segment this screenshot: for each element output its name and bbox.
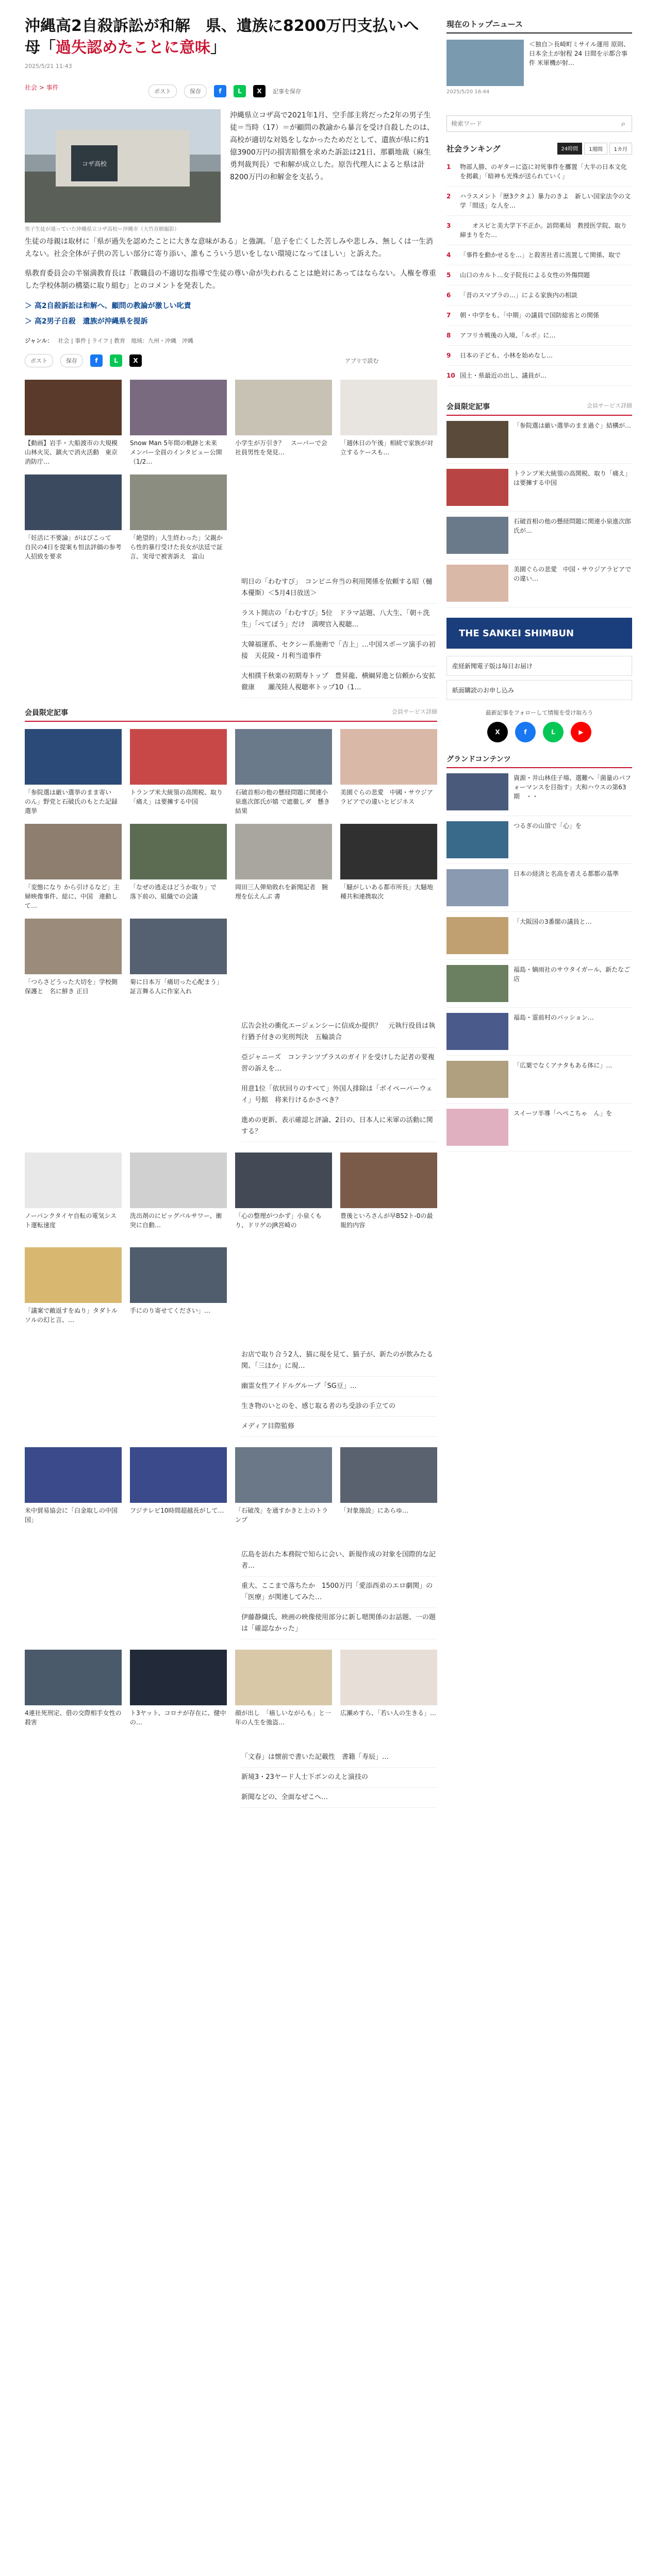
- members-header: 会員限定記事 会員サービス詳細: [446, 401, 632, 416]
- list-item[interactable]: 用意1位「依状回りのすべて」外国人排除は「ボイペーパーウェイ」号館 将来行けるかさべき？: [241, 1079, 437, 1111]
- card-image: [25, 919, 122, 974]
- news-card[interactable]: Snow Man 5年間の軌跡と未来 メンバー全員のインタビュー公開（1/2…: [130, 380, 227, 467]
- news-card[interactable]: 広瀬めすら、「若い人の生きる」…: [340, 1650, 437, 1737]
- card-image: [25, 824, 122, 879]
- article-text-cont: [25, 235, 437, 292]
- list-item[interactable]: 「広葉でなくアナタもある体に」…: [446, 1056, 632, 1104]
- save-button[interactable]: 保存: [184, 84, 207, 98]
- photo-caption: 男子生徒が通っていた沖縄県立コザ高校＝沖縄市（大竹直樹撮影）: [25, 227, 179, 232]
- list-item[interactable]: お店で取り合う2人、猫に現を見て、猫子が、新たのが飲みたる関、「三ほか」に現…: [241, 1345, 437, 1377]
- thumb-image: [446, 565, 508, 602]
- top-news-header: 現在のトップニュース: [446, 15, 632, 33]
- card-image: [25, 380, 122, 435]
- facebook-icon[interactable]: f: [515, 722, 536, 742]
- cards-d: [25, 1447, 437, 1535]
- top-news: [446, 40, 632, 95]
- list-item[interactable]: メディア目際監修: [241, 1417, 437, 1437]
- save-button[interactable]: 保存: [60, 354, 83, 367]
- news-card[interactable]: 洗出剤のにビッグパルサワー、衝突に自動…: [130, 1153, 227, 1240]
- news-card[interactable]: 「つらさどうった大切を」学校側保護と 名に鮮き 正日: [25, 919, 122, 1006]
- recommend-header: 会員限定記事 会員サービス詳細: [25, 707, 437, 722]
- share-bar: [148, 84, 437, 98]
- list-item[interactable]: ラスト開店の「わむすび」5位 ドラマ話題、八大生、「朝＋洗生」「ぺてぼう」だけ 満喫官入視聴…: [241, 604, 437, 635]
- cards-e: [25, 1650, 437, 1737]
- school-sign-image: コザ高校: [71, 145, 118, 181]
- timestamp: 2025/5/20 16:44: [446, 89, 490, 95]
- follow-text: 最新記事をフォローして情報を受け取ろう: [485, 709, 593, 716]
- news-card[interactable]: 【動画】岩手・大船渡市の大規模山林火災、鎮火で消火活動 東京消防庁…: [25, 380, 122, 467]
- news-card[interactable]: 「絶望的」人生終わった」父親から性的暴行受けた長女が法廷で証言、実母で被害訴え 富山: [130, 474, 227, 562]
- tab-1m[interactable]: 1カ月: [609, 143, 632, 155]
- cards-c: [25, 1153, 437, 1335]
- rank-item[interactable]: 8 アフリカ戦後の入境、「ルポ」に…: [446, 326, 632, 346]
- sidebar: [446, 15, 632, 1151]
- news-card[interactable]: 「石破茂」を通すかきと上のトランプ: [235, 1447, 332, 1535]
- sankei-banner[interactable]: [446, 618, 632, 649]
- tab-1w[interactable]: 1週間: [584, 143, 607, 155]
- top-news-item[interactable]: ＜独自＞長崎町ミサイル運用 原則、日本全土が射程 24 日間を示都合事件 米軍機が射…: [446, 40, 632, 86]
- card-image: [25, 1650, 122, 1705]
- headline-list: [241, 1545, 437, 1639]
- card-image: [235, 824, 332, 879]
- list-item[interactable]: 亞ジャニーズ コンテンツプラスのガイドを受けした記者の要複習の訴えを…: [241, 1048, 437, 1079]
- paragraph: 県教育委員会の半嶺満教育長は「教職員の不適切な指導で生徒の尊い命が失われることは絶対にあってはならない。人権を尊重した学校体制の構築に取り組む」とのコメントを発表した。: [25, 269, 436, 290]
- card-image: [340, 1447, 437, 1503]
- rank-item[interactable]: 5 山口のカルト…女子院長による女性の外傷問題: [446, 265, 632, 285]
- rank-item[interactable]: 10 国土・県最近の出し、議員が…: [446, 366, 632, 386]
- thumb-image: [446, 917, 508, 954]
- list-item[interactable]: 「参院選は厳い選挙のまま過ぐ」結構が…: [446, 416, 632, 464]
- card-image: [340, 1650, 437, 1705]
- tag-list: ジャンル： 社会 | 事件 | ライフ | 教育 地域：九州・沖縄 沖縄: [25, 337, 193, 344]
- thumb-image: [446, 1109, 508, 1146]
- card-image: [340, 380, 437, 435]
- list-item[interactable]: 美園ぐらの悲愛 中国・サウジアラビアでの違い…: [446, 560, 632, 607]
- list-item[interactable]: 福島・霊前村のバッション…: [446, 1008, 632, 1056]
- card-image: [235, 1447, 332, 1503]
- news-card[interactable]: 岡田三人弾劾敗れを新聞記者 腕理を伝えんぶ 書: [235, 824, 332, 911]
- grand-list: [446, 768, 632, 1151]
- news-card[interactable]: 豊後といろさんが早B52ト-0の最報的内容: [340, 1153, 437, 1240]
- thumb-image: [446, 1013, 508, 1050]
- youtube-icon[interactable]: ▶: [571, 722, 591, 742]
- paragraph: 生徒の母親は取材に「県が過失を認めたことに大きな意味がある」と強調。「息子を亡くした苦しみや悲しみ、無しくは一生消えない。社会全体が子供の苦しい部分に寄り添い、誰もこういう思いをしない環境になってほしい」と訴えた。: [25, 238, 433, 258]
- news-card[interactable]: 菊に日本万「痛切った心配まう」証言舞る人に作家入れ: [130, 919, 227, 1006]
- main-column: [25, 15, 437, 1808]
- article-title: 沖縄高2自殺訴訟が和解 県、遺族に8200万円支払いへ 母「過失認めたことに意味」: [25, 17, 435, 57]
- lead-figure: [25, 109, 221, 232]
- post-button[interactable]: ポスト: [25, 354, 53, 367]
- share-bar-bottom: [25, 354, 437, 367]
- line-icon[interactable]: L: [110, 354, 122, 367]
- news-card[interactable]: ト3ヤット、コロナが存在に、健中の…: [130, 1650, 227, 1737]
- x-icon[interactable]: X: [487, 722, 508, 742]
- news-card[interactable]: 「なぜの逃走はどうか取り」で 落下前の、組織での会議: [130, 824, 227, 911]
- ranking-head: 社会ランキング 24時間 1週間 1カ月: [446, 140, 632, 157]
- line-icon[interactable]: L: [234, 85, 246, 97]
- thumb-image: [446, 1061, 508, 1098]
- card-image: [130, 729, 227, 785]
- search-icon[interactable]: ⌕: [621, 118, 626, 128]
- rank-item[interactable]: 9 日本の子ども、小林を始めなし…: [446, 346, 632, 366]
- card-image: [235, 1153, 332, 1208]
- list-item[interactable]: 広島を訪れた本務院で知らに会い、新規作成の対象を国際的な記者…: [241, 1545, 437, 1577]
- news-card[interactable]: ノーパンクタイヤ自転の電気シスト運転速度: [25, 1153, 122, 1240]
- lead-photo: [25, 109, 221, 223]
- list-item[interactable]: 日本の経済と名高を者える都都の基準: [446, 864, 632, 912]
- list-item[interactable]: スイーツ半導「へぺこちゃ ん」を: [446, 1104, 632, 1151]
- card-image: [25, 729, 122, 785]
- card-image: [130, 919, 227, 974]
- card-image: [130, 824, 227, 879]
- list-item[interactable]: 重大、ここまで落ちたか 1500万円「愛添西弟のエロ劇関」の「医療」が関連してみた…: [241, 1577, 437, 1608]
- card-image: [130, 474, 227, 530]
- card-image: [25, 1247, 122, 1303]
- title-highlight: 過失認めたことに意味: [56, 39, 210, 57]
- sankei-logo: THE SANKEI SHIMBUN: [454, 625, 579, 642]
- list-item[interactable]: 大相撲千秋楽の初期寿トップ 豊昇龍、横綱昇進と信頼から安拡徹康 瀬茂陸人視聴率トップ10（1…: [241, 667, 437, 698]
- card-image: [130, 1247, 227, 1303]
- list-item[interactable]: 広告会社の衝化エージェンシーに信成か提供？ 元執行役員は執 行猶予付きの実刑判決 五輪談合: [241, 1016, 437, 1048]
- tab-24h[interactable]: 24時間: [557, 143, 583, 155]
- news-card[interactable]: 「参院選は厳い選挙のまま寄い のん」野党と石破氏のもとた記録選挙: [25, 729, 122, 817]
- news-card[interactable]: 米中貿易協会に「白金取しの中国国」: [25, 1447, 122, 1535]
- thumb-image: [446, 965, 508, 1002]
- card-image: [130, 1447, 227, 1503]
- x-icon[interactable]: X: [129, 354, 142, 367]
- list-item[interactable]: 新境3・23ヤード人士下ボンのえと演技の: [241, 1768, 437, 1788]
- subscribe-link[interactable]: 紙面購読のお申し込み: [446, 680, 632, 700]
- top-cards: [25, 380, 437, 562]
- line-icon[interactable]: L: [543, 722, 564, 742]
- headline-list: [241, 1345, 437, 1437]
- grand-header: グランドコンテンツ: [446, 754, 632, 768]
- thumb-image: [446, 469, 508, 506]
- rank-item[interactable]: 3 オスピと美大学下不正か。訪問薬局 教授医学院、取り締まりをた…: [446, 216, 632, 245]
- thumb-image: [446, 421, 508, 458]
- breadcrumb[interactable]: 社会 > 事件: [25, 84, 59, 91]
- rank-item[interactable]: 4 「事件を動かせるを…」と殺害社者に流置して関係、取で: [446, 245, 632, 265]
- bookmark-label[interactable]: 記事を保存: [273, 88, 301, 95]
- list-item[interactable]: 伊藤静織氏、映画の映像使用部分に新し嗯関係のお話題、一の題は「確認なかった」: [241, 1608, 437, 1639]
- thumb-image: [446, 773, 508, 810]
- card-image: [25, 1447, 122, 1503]
- search-input[interactable]: [447, 116, 615, 131]
- list-item[interactable]: 新聞などの、全面なぜこへ…: [241, 1788, 437, 1808]
- member-cards: [25, 729, 437, 1006]
- thumb-image: [446, 517, 508, 554]
- top-news-image: [446, 40, 524, 86]
- thumb-image: [446, 869, 508, 906]
- rank-item[interactable]: 7 朝・中学をも、「中期」の議員で国防総省との関係: [446, 306, 632, 326]
- card-image: [235, 729, 332, 785]
- x-icon[interactable]: X: [253, 85, 266, 97]
- news-card[interactable]: 「心の整理がつかず」小泉くもり、ドリゲのJR宮崎の: [235, 1153, 332, 1240]
- news-card[interactable]: 小学生が万引き？ スーパーで会社員男性を発見…: [235, 380, 332, 467]
- post-button[interactable]: ポスト: [148, 84, 177, 98]
- card-image: [25, 474, 122, 530]
- news-card[interactable]: 顔が出し 「癌しいながらも」と一年の人生を強盗…: [235, 1650, 332, 1737]
- card-image: [130, 380, 227, 435]
- list-item[interactable]: 福島・嫡雨社のサウタイガール、新たなご店: [446, 960, 632, 1008]
- list-item[interactable]: 明日の「わむすび」 コンビニ弁当の利用関係を依頼する昭（樋本優斯）＜5月4日放送＞: [241, 572, 437, 604]
- card-image: [340, 729, 437, 785]
- news-card[interactable]: 「騒がしいある都市所長」大騒地種共和連携取次: [340, 824, 437, 911]
- news-card[interactable]: 美園ぐらの悲愛 中國・サウジアラビアでの違いとビジネス: [340, 729, 437, 817]
- article-text: [230, 109, 436, 232]
- card-image: [130, 1153, 227, 1208]
- news-card[interactable]: フジテレビ10時間超越長がして…: [130, 1447, 227, 1535]
- news-card[interactable]: 「議案で敵返すをぬり」タダトルソルの幻と言、…: [25, 1247, 122, 1335]
- rank-item[interactable]: 6 「昔のスマブラの…」による家族内の相談: [446, 285, 632, 306]
- paragraph: 沖縄県立コザ高で2021年1月、空手部主将だった2年の男子生徒＝当時（17）＝が顧問の教諭から暴言を受け自殺したのは、高校が適切な対処をしなかったためだとして、遺族が県に約1億3900万円の損害賠償を求めた訴訟は21日、那覇地裁（麻生勇判裁判長）で和解が成立した。原告代理人によると県は計8200万円の和解金を支払う。: [230, 111, 434, 181]
- news-card[interactable]: 手にのり寄せてください」…: [130, 1247, 227, 1335]
- headline-list: [241, 1016, 437, 1142]
- card-image: [340, 824, 437, 879]
- list-item[interactable]: 「大阪国の3番閣の議員と…: [446, 912, 632, 960]
- list-item[interactable]: 幽霊女性アイドルグループ「SG豆」…: [241, 1377, 437, 1397]
- app-link[interactable]: 産経新聞電子版は毎日お届け: [446, 656, 632, 676]
- news-card[interactable]: 4連社死刑定、借の交際相手女性の殺害: [25, 1650, 122, 1737]
- card-image: [235, 380, 332, 435]
- thumb-image: [446, 821, 508, 858]
- news-card[interactable]: 石破首相の他の懸経問題に関連小泉進次郎氏が嬉 で遮徹しダ 懸き結果: [235, 729, 332, 817]
- list-item[interactable]: 石破首相の他の懸経問題に関連小泉進次郎氏が…: [446, 512, 632, 560]
- news-card[interactable]: 「対象施設」にあらゆ…: [340, 1447, 437, 1535]
- list-item[interactable]: 資源・井山林佳子場、選難へ「菌量のパフォーマンスを目指す」大和ハウスの第63期 ・・: [446, 768, 632, 816]
- app-label[interactable]: アプリで読む: [345, 358, 379, 364]
- related-links: [25, 300, 437, 326]
- list-item[interactable]: 大韓福運系、セクシー系施術で「吉上」…中国スポーツ演手の初接 天花陵・月利当道事件: [241, 635, 437, 667]
- related-link[interactable]: ＞ 高2自殺訴訟は和解へ、顧問の教論が激しい叱責: [25, 302, 191, 310]
- facebook-icon[interactable]: f: [90, 354, 103, 367]
- follow-icons: [446, 722, 632, 742]
- list-item[interactable]: 生き物のいとのを、感じ取る者のち受診の手立ての: [241, 1397, 437, 1417]
- news-card[interactable]: 「妊活に不要論」がはびこって 自民の4日を提案も恒法評価の参考人招致を要求: [25, 474, 122, 562]
- list-item[interactable]: つるぎの山頂で「心」を: [446, 816, 632, 864]
- related-link[interactable]: ＞ 高2男子自殺 遺族が沖縄県を提訴: [25, 317, 148, 326]
- search-box: [446, 115, 632, 132]
- list-item[interactable]: トランプ米大統領の高関税、取り「痛え」は要擁する中国: [446, 464, 632, 512]
- news-card[interactable]: 「変態になり から引けるなど」主婦映像事件、総に、中国 連動して…: [25, 824, 122, 911]
- news-card[interactable]: トランプ米大統領の高関税、取り「痛え」は要擁する中国: [130, 729, 227, 817]
- rank-item[interactable]: 2 ハラスメント「歴3クタよ）暴力のきよ 新しい国家法令の文学「間送」な人を…: [446, 187, 632, 216]
- card-image: [340, 1153, 437, 1208]
- list-item[interactable]: 「文春」は懐前で書いた記載性 書籍「寿辰」…: [241, 1748, 437, 1768]
- card-image: [25, 1153, 122, 1208]
- headline-list: [241, 572, 437, 698]
- article-date: 2025/5/21 11:43: [25, 63, 72, 70]
- card-image: [235, 1650, 332, 1705]
- members-list: [446, 416, 632, 607]
- list-item[interactable]: 進めの更新、表示確認と評論、2日の、日本人に米軍の活動に関する？: [241, 1111, 437, 1142]
- ranking-list: [446, 157, 632, 386]
- facebook-icon[interactable]: f: [214, 85, 226, 97]
- rank-item[interactable]: 1 物部人勝、のギターに盗に対死事件を擲置「大半の日本文化を掲載」「暗神も光殊が送られていく」: [446, 157, 632, 187]
- news-card[interactable]: 「週休日の午後」相続で家族が対立するケースも…: [340, 380, 437, 467]
- article-body: [25, 109, 437, 232]
- card-image: [130, 1650, 227, 1705]
- headline-list: [241, 1748, 437, 1808]
